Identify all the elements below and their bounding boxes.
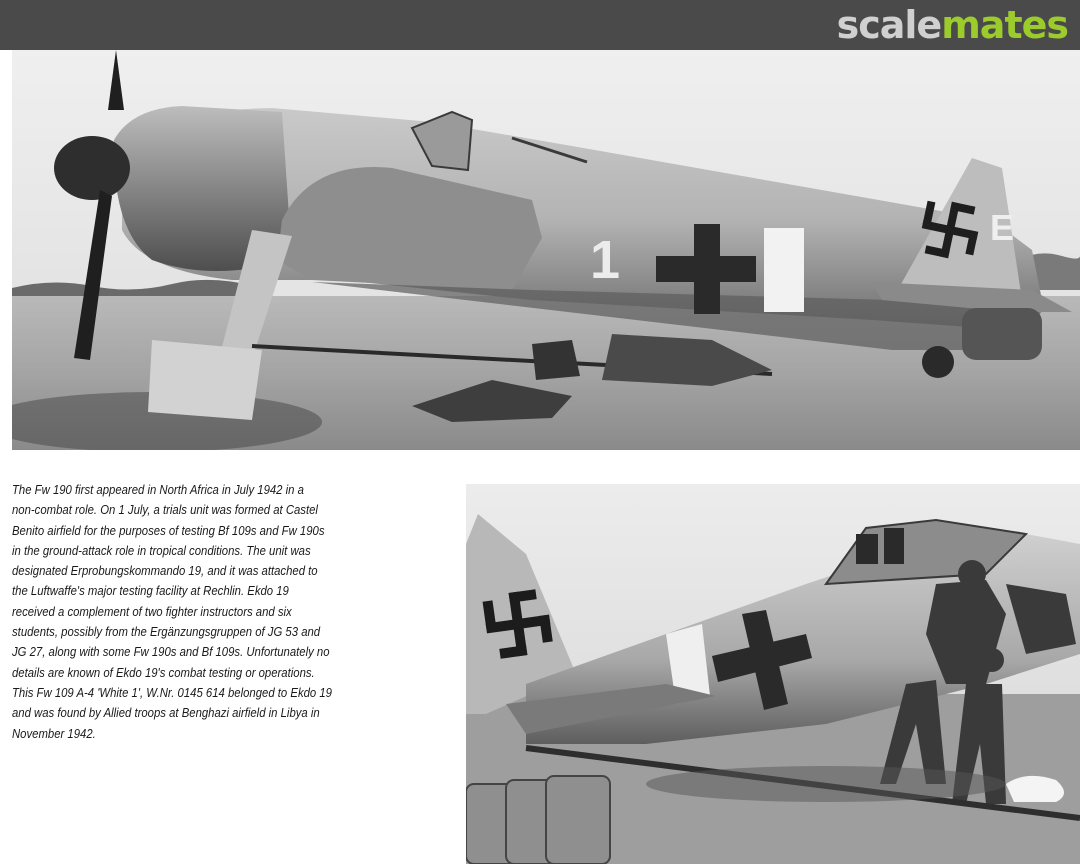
caption-line: Benito airfield for the purposes of testing Bf 109s and Fw 190s	[12, 523, 325, 538]
caption-line: This Fw 109 A-4 'White 1', W.Nr. 0145 614 belonged to Ekdo 19	[12, 685, 332, 700]
top-bar	[0, 0, 1080, 50]
photo-fw190-side-view	[12, 50, 1080, 450]
caption-line: details are known of Ekdo 19's combat testing or operations.	[12, 665, 315, 680]
caption-line: designated Erprobungskommando 19, and it was attached to	[12, 564, 318, 579]
photo-fw190-ground-crew-image	[466, 484, 1080, 864]
caption-line: The Fw 190 first appeared in North Africa in July 1942 in a	[12, 483, 304, 497]
caption-line: JG 27, along with some Fw 190s and Bf 109s. Unfortunately no	[12, 645, 330, 660]
caption-line: November 1942.	[12, 726, 96, 741]
book-page	[4, 50, 1080, 867]
caption-line: and was found by Allied troops at Benghazi airfield in Libya in	[12, 706, 320, 721]
tail-letter: E	[990, 207, 1015, 248]
logo-text-scale: scale	[836, 3, 942, 47]
photo-fw190-side-view-image	[12, 50, 1080, 450]
fuselage-number: 1	[590, 230, 621, 290]
caption-line: students, possibly from the Ergänzungsgruppen of JG 53 and	[12, 625, 321, 640]
caption-line: non-combat role. On 1 July, a trials unit was formed at Castel	[12, 503, 318, 518]
photo-fw190-ground-crew	[466, 484, 1080, 864]
caption-line: received a complement of two fighter instructors and six	[12, 604, 292, 619]
scalemates-logo[interactable]	[837, 2, 1068, 48]
caption-line: in the ground-attack role in tropical conditions. The unit was	[12, 543, 311, 558]
caption-line: the Luftwaffe's major testing facility at Rechlin. Ekdo 19	[12, 584, 289, 599]
logo-text-mates: mates	[941, 3, 1068, 47]
photo-caption	[12, 480, 428, 744]
